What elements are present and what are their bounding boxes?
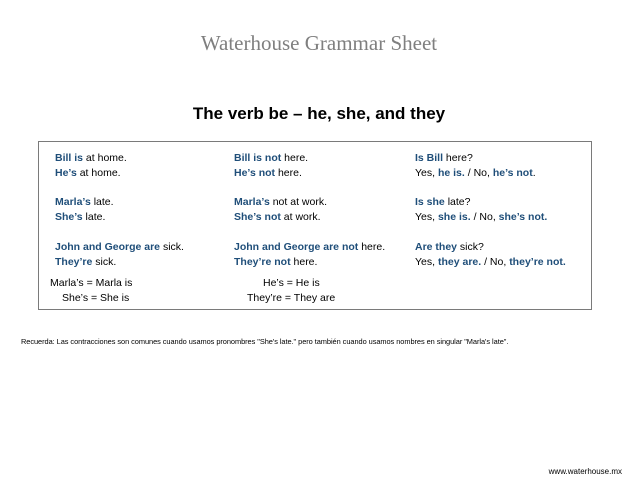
line-spacer [415, 225, 591, 240]
plain-text: late. [90, 196, 114, 209]
example-line [234, 240, 412, 255]
line-spacer [234, 225, 412, 240]
plain-text: Yes, [415, 211, 438, 224]
emphasis-text: Marla’s [234, 196, 270, 209]
example-line [415, 210, 591, 225]
plain-text: late. [82, 211, 106, 224]
equivalence-he: He’s = He is [263, 277, 320, 289]
emphasis-text: John and George are [55, 240, 161, 253]
plain-text: / No, [464, 166, 493, 179]
reminder-note: Recuerda: Las contracciones son comunes cuando usamos pronombres "She's late." pero también cuando usamos nombres en singular "Marla's late". [21, 337, 509, 346]
line-spacer [55, 181, 231, 196]
plain-text: here. [281, 152, 309, 164]
example-line [415, 195, 591, 210]
example-line [415, 151, 591, 166]
plain-text: late? [444, 196, 471, 209]
emphasis-text: Marla’s [55, 196, 91, 209]
emphasis-text: she is. [437, 211, 471, 224]
line-spacer [415, 181, 591, 196]
emphasis-text: He’s [55, 166, 77, 179]
emphasis-text: they are. [437, 255, 482, 268]
affirmative-column [55, 151, 231, 269]
emphasis-text: They’re not [234, 255, 291, 268]
emphasis-text: they’re not. [509, 255, 566, 268]
plain-text: / No, [470, 211, 499, 224]
emphasis-text: he is. [437, 166, 465, 179]
example-line [234, 255, 412, 270]
example-line [55, 166, 231, 181]
plain-text: at home. [83, 152, 127, 164]
example-line [234, 210, 412, 225]
example-line [55, 195, 231, 210]
plain-text: here. [275, 166, 302, 179]
emphasis-text: John and George are not [234, 240, 359, 253]
plain-text: / No, [481, 255, 510, 268]
document-title: Waterhouse Grammar Sheet [200, 31, 438, 55]
emphasis-text: They’re [55, 255, 93, 268]
question-column [415, 151, 591, 269]
emphasis-text: Is Bill [415, 152, 444, 164]
example-line [415, 240, 591, 255]
equivalence-they: They’re = They are [247, 291, 336, 304]
plain-text: Yes, [415, 255, 438, 268]
plain-text: sick? [457, 240, 484, 253]
plain-text: at home. [76, 166, 121, 179]
plain-text: Yes, [415, 166, 438, 179]
equivalence-she: She’s = She is [62, 291, 130, 304]
plain-text: here. [358, 240, 386, 253]
plain-text: at work. [280, 211, 321, 224]
example-line [55, 255, 231, 270]
emphasis-text: he’s not [492, 166, 533, 179]
example-line [55, 240, 231, 255]
footer-url: www.waterhouse.mx [548, 467, 622, 476]
emphasis-text: Is she [415, 196, 445, 209]
emphasis-text: Are they [415, 240, 458, 253]
plain-text: here? [443, 152, 473, 164]
emphasis-text: She’s not [234, 211, 281, 224]
example-line [55, 151, 231, 166]
example-line [55, 210, 231, 225]
line-spacer [55, 225, 231, 240]
example-line [234, 166, 412, 181]
plain-text: . [532, 166, 536, 179]
example-line [234, 151, 412, 166]
plain-text: sick. [160, 240, 184, 253]
emphasis-text: He’s not [234, 166, 276, 179]
example-line [415, 255, 591, 270]
plain-text: sick. [92, 255, 117, 268]
example-line [234, 195, 412, 210]
plain-text: here. [290, 255, 318, 268]
emphasis-text: Bill is not [234, 152, 282, 164]
emphasis-text: she’s not. [498, 211, 548, 224]
negative-column [234, 151, 412, 269]
example-line [415, 166, 591, 181]
plain-text: not at work. [269, 196, 327, 209]
line-spacer [234, 181, 412, 196]
emphasis-text: She’s [55, 211, 83, 224]
section-title: The verb be – he, she, and they [192, 104, 446, 123]
equivalence-marla: Marla’s = Marla is [50, 277, 133, 289]
emphasis-text: Bill is [55, 152, 84, 164]
